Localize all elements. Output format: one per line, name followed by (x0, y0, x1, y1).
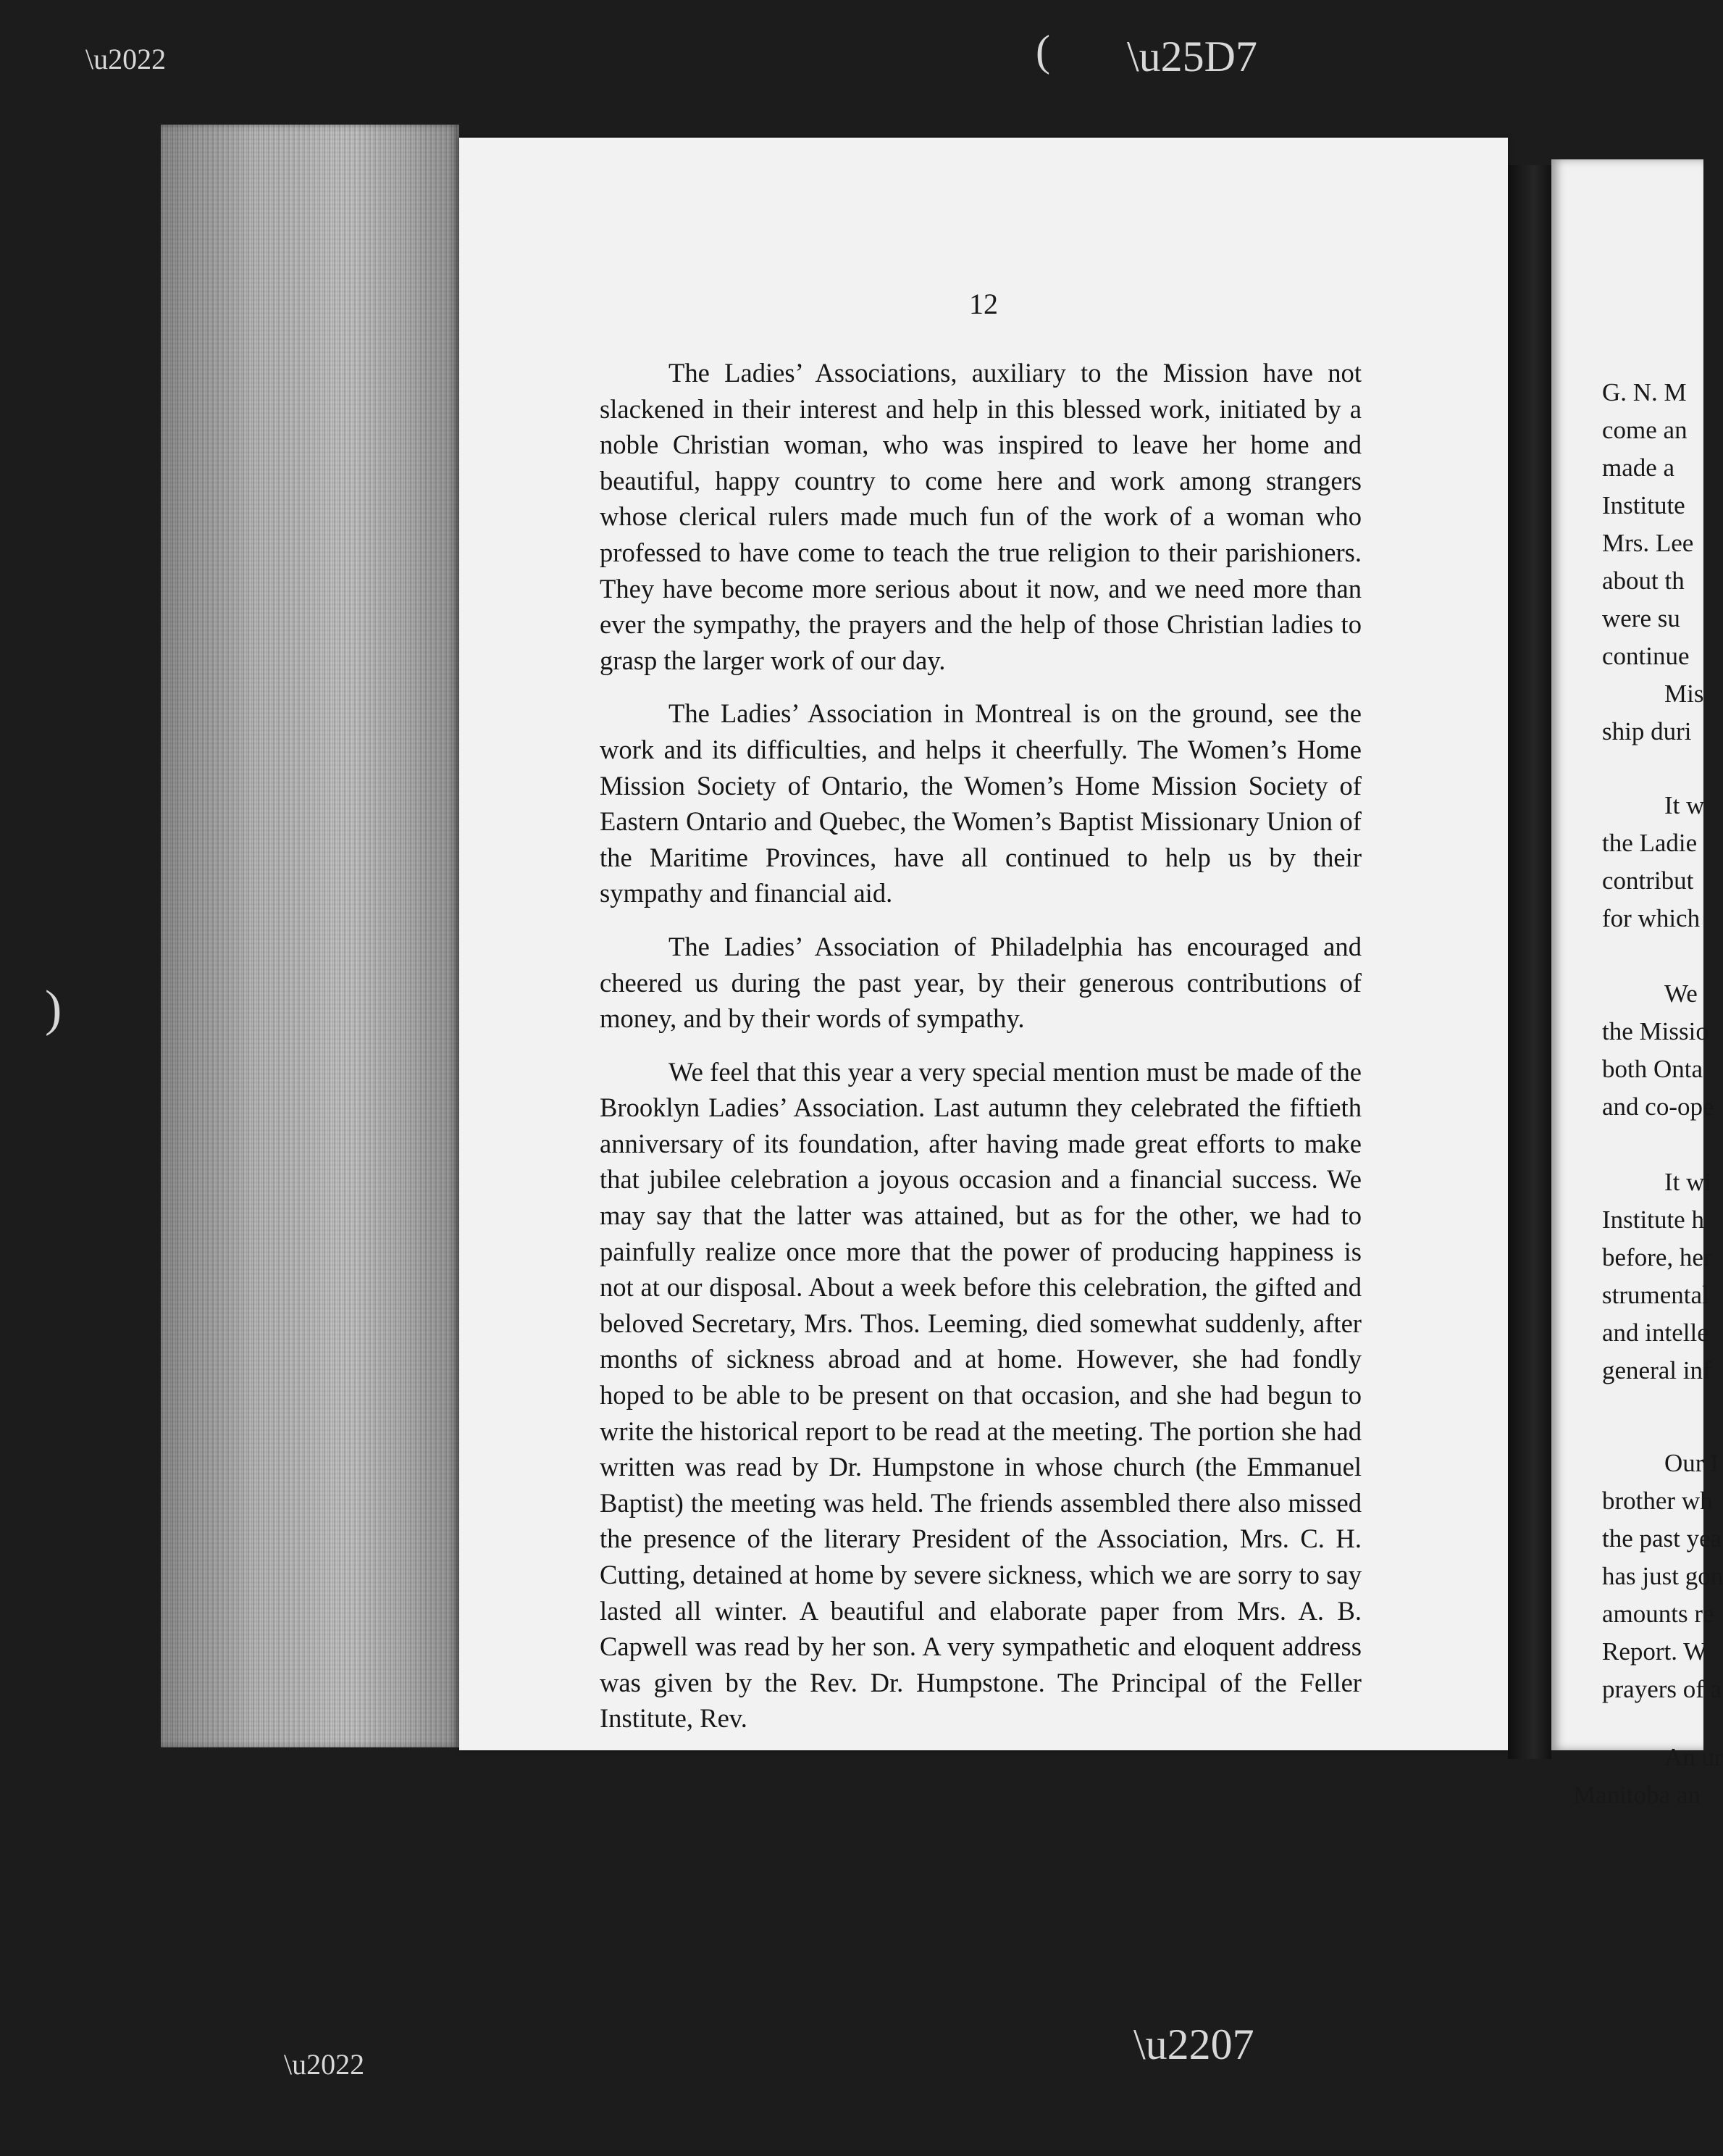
facing-line: come an (1602, 416, 1688, 444)
facing-page-fragment (1551, 159, 1723, 1771)
dust-speck: ( (1036, 27, 1050, 75)
facing-line: Report. W (1602, 1637, 1708, 1666)
dust-speck: \u2022 (85, 43, 167, 75)
facing-line: general inf (1602, 1356, 1711, 1384)
dust-speck: \u2022 (284, 2048, 365, 2081)
facing-line: made a (1602, 454, 1675, 482)
facing-line: strumental (1602, 1281, 1709, 1309)
paragraph-ladies-associations: The Ladies’ Associations, auxiliary to the Mission have not slackened in their interest and help in this blessed work, initiated by a noble Christian woman, who was inspired to leave her home and beautiful, happy country to come here and work among strangers whose clerical rulers made much fun of the work of a woman who professed to have come to teach the true religion to their parishioners. They have become more serious about it now, and we need more than ever the sympathy, the prayers and the help of those Christian ladies to grasp the larger work of our day. (600, 358, 1362, 675)
facing-line: amounts re (1602, 1600, 1714, 1628)
paragraph-philadelphia-association: The Ladies’ Association of Philadelphia has encouraged and cheered us during the past year, by their generous contributions of money, and by their words of sympathy. (600, 931, 1362, 1034)
facing-line: before, her (1602, 1243, 1712, 1271)
book-page (459, 138, 1508, 1750)
facing-line: for which (1602, 904, 1701, 932)
page-number: 12 (969, 288, 998, 320)
facing-line: Our I (1664, 1449, 1719, 1477)
facing-line: Institute (1602, 491, 1685, 519)
facing-line: G. N. M (1602, 378, 1687, 406)
facing-line: brother wh (1602, 1487, 1713, 1515)
facing-line: Mrs. Lee (1602, 529, 1694, 557)
facing-line: about th (1602, 567, 1685, 595)
paragraph-brooklyn-association: We feel that this year a very special mention must be made of the Brooklyn Ladies’ Association. Last autumn they celebrated the fiftieth anniversary of its foundation, after having made great efforts to make that jubilee celebration a joyous occasion and a financial success. We may say that the latter was attained, but as for the other, we had to painfully realize once more that the power of producing happiness is not at our disposal. About a week before this celebration, the gifted and beloved Secretary, Mrs. Thos. Leeming, died somewhat suddenly, after months of sickness abroad and at home. However, she had fondly hoped to be able to be present on that occasion, and she had begun to write the historical report to be read at the meeting. The portion she had written was read by Dr. Humpstone in whose church (the Emmanuel Baptist) the meeting was held. The friends assembled there also missed the presence of the literary President of the Association, Mrs. C. H. Cutting, detained at home by severe sickness, which we are sorry to say lasted all winter. A beautiful and elaborate paper from Mrs. A. B. Capwell was read by her son. A very sympathetic and eloquent address was given by the Rev. Dr. Humpstone. The Principal of the Feller Institute, Rev. (600, 1056, 1362, 1734)
facing-line: the Missio (1602, 1017, 1709, 1045)
facing-line: It wi (1664, 1168, 1712, 1196)
facing-line: the Ladie (1602, 829, 1698, 857)
facing-line: Manitoba an (1573, 1781, 1701, 1809)
paragraph-montreal-association: The Ladies’ Association in Montreal is on the ground, see the work and its difficulties, and helps it cheerfully. The Women’s Home Mission Society of Ontario, the Women’s Home Mission Society of Eastern Ontario and Quebec, the Women’s Baptist Missionary Union of the Maritime Provinces, have all continued to help us by their sympathy and financial aid. (600, 698, 1362, 908)
facing-line: has just gon (1602, 1562, 1723, 1590)
facing-line: continue (1602, 642, 1690, 670)
dust-speck: ) (45, 981, 62, 1037)
facing-line: We (1664, 979, 1698, 1008)
facing-line: and co-ope (1602, 1092, 1714, 1121)
facing-line: and intelle (1602, 1319, 1709, 1347)
facing-line: contribut (1602, 866, 1694, 895)
facing-line: prayers of a (1602, 1675, 1722, 1703)
facing-line: An ur (1664, 1743, 1723, 1771)
facing-line: Mis (1664, 680, 1704, 708)
facing-line: both Onta (1602, 1055, 1703, 1083)
book-page-edges (161, 125, 459, 1747)
facing-line: were su (1602, 604, 1680, 632)
facing-line: It w (1664, 791, 1705, 819)
book-gutter (1508, 165, 1551, 1759)
page-body-text (600, 355, 1362, 1754)
facing-line: Institute h (1602, 1206, 1704, 1234)
facing-line: ship duri (1602, 717, 1692, 745)
facing-line: the past yea (1602, 1524, 1722, 1553)
dust-speck: \u25D7 (1127, 33, 1257, 80)
dust-speck: \u2207 (1133, 2021, 1254, 2068)
